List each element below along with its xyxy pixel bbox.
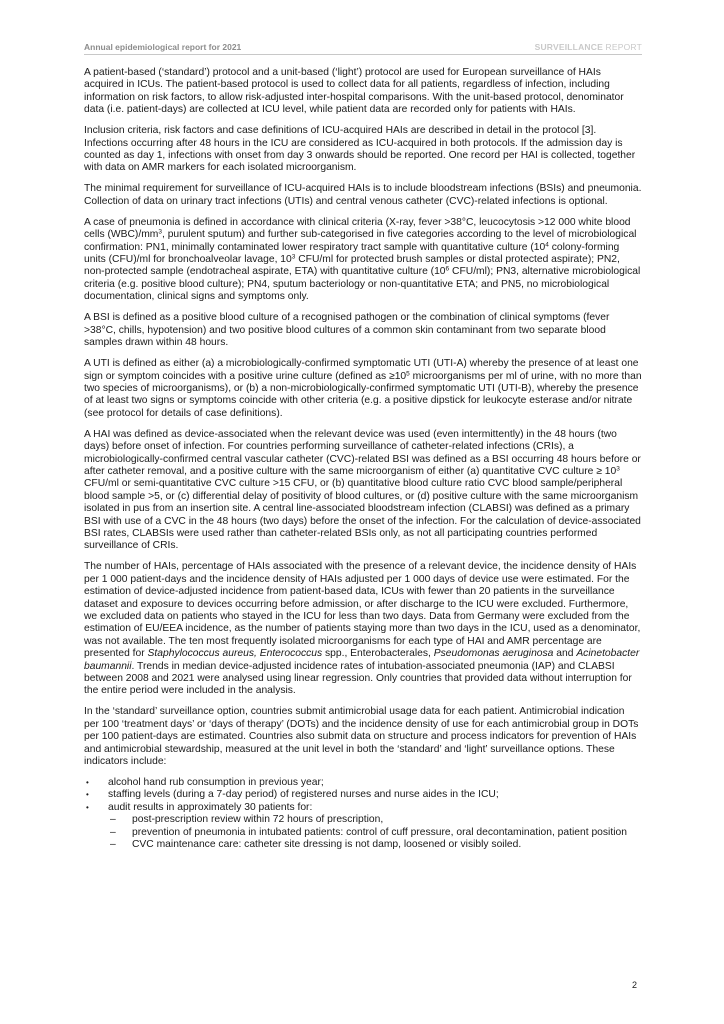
indicator-list xyxy=(84,777,642,851)
list-item-text: alcohol hand rub consumption in previous year; xyxy=(108,777,324,789)
sub-list-item: – prevention of pneumonia in intubated patients: control of cuff pressure, oral decontamination, patient position xyxy=(108,827,642,839)
list-item-text: audit results in approximately 30 patients for: xyxy=(108,801,313,813)
text-run: CFU/ml for protected brush samples or distal protected aspirate); PN2, non-protected sample (endotracheal aspirate, ETA) with quantitative culture (10 xyxy=(84,254,620,278)
text-run: CFU/ml); PN3, alternative microbiological criteria (e.g. positive blood culture); PN4, sputum bacteriology or non-quantitative ETA; and PN5, no microbiological documentation, clinical signs and symptoms only. xyxy=(84,266,641,303)
paragraph-inclusion-criteria: Inclusion criteria, risk factors and case definitions of ICU-acquired HAIs are described in detail in the protocol [3]. Infections occurring after 48 hours in the ICU are considered as ICU-acquired in both protocols. If the admission day is counted as day 1, infections with onset from day 3 onwards should be reported. One record per HAI is collected, together with data on AMR markers for each isolated microorganism. xyxy=(84,125,636,174)
text-run: and xyxy=(553,648,577,660)
organism-name: Pseudomonas aeruginosa xyxy=(433,648,554,660)
paragraph-device-associated xyxy=(84,429,642,553)
text-run: . Trends in median device-adjusted incidence rates of intubation-associated pneumonia (IAP) and CLABSI between 2008 and 2021 were analysed using linear regression. Only countries that provided data without interruption for the entire period were included in the analysis. xyxy=(84,660,632,697)
text-run: A HAI was defined as device-associated when the relevant device was used (even intermittently) in the 48 hours (two days) before onset of infection. For countries performing surveillance of catheter-related infections (CRIs), a microbiologically-confirmed central vascular catheter (CVC)-related BSI was defined as a BSI occurring 48 hours before or after catheter removal, and a positive culture with the same microorganism of either (a) quantitative CVC culture ≥ 10 xyxy=(84,428,641,477)
text-run: A case of pneumonia is defined in accordance with clinical criteria (X-ray, fever >38°C, leucocytosis >12 000 white blood cells (WBC)/mm xyxy=(84,216,631,241)
text-run: , purulent sputum) and further sub-categorised in five categories according to the level of microbiological confirmation: PN1, minimally contaminated lower respiratory tract sample with quantitative culture (10 xyxy=(84,229,637,253)
page-header xyxy=(84,40,642,55)
text-run: A UTI is defined as either (a) a microbiologically-confirmed symptomatic UTI (UTI-A) whereby the presence of at least one sign or symptom coincides with a positive urine culture (defined as ≥10 xyxy=(84,358,639,382)
paragraph-minimal-requirement: The minimal requirement for surveillance of ICU-acquired HAIs is to include bloodstream infections (BSIs) and pneumonia. Collection of data on urinary tract infections (UTIs) and central venous catheter (CVC)-related infections is optional. xyxy=(84,183,642,207)
paragraph-bsi-definition: A BSI is defined as a positive blood culture of a recognised pathogen or the combination of clinical symptoms (fever >38°C, chills, hypotension) and two positive blood cultures of a common skin contaminant from two separate blood samples drawn within 48 hours. xyxy=(84,312,610,349)
list-item xyxy=(84,777,642,789)
sub-list-item: – CVC maintenance care: catheter site dressing is not damp, loosened or visibly soiled. xyxy=(108,839,642,851)
page-number: 2 xyxy=(632,980,638,990)
text-run: The number of HAIs, percentage of HAIs associated with the presence of a relevant device, the incidence density of HAIs per 1 000 patient-days and the incidence density of HAIs adjusted per 1 000 days of device use were estimated. For the estimation of device-adjusted incidence from patient-based data, ICUs with fewer than 20 patients in the surveillance dataset and exposure to devices occurring before admission, or after discharge to the ICU were excluded. Furthermore, we excluded data on patients who stayed in the ICU for less than two days. Data from Germany were excluded from the estimation of EU/EEA incidence, as the number of patients staying more than two days in the ICU, used as a denominator, was not available. The ten most frequently isolated microorganisms for each type of HAI and AMR percentage are presented for xyxy=(84,561,641,660)
paragraph-pneumonia-definition xyxy=(84,217,642,304)
document-body xyxy=(84,67,642,852)
list-item-text: staffing levels (during a 7-day period) of registered nurses and nurse aides in the ICU; xyxy=(108,789,499,801)
list-item xyxy=(84,802,642,852)
text-run: colony-forming units (CFU)/ml for bronchoalveolar lavage, 10 xyxy=(84,241,620,266)
audit-sub-list xyxy=(108,814,642,851)
paragraph-protocols: A patient-based (‘standard’) protocol and a unit-based (‘light’) protocol are used for European surveillance of HAIs acquired in ICUs. The patient-based protocol is used to collect data for all patients, regardless of infection, including information on risk factors, to allow risk-adjusted inter-hospital comparisons. With the unit-based protocol, denominator data (i.e. patient-days) are collected at ICU level, while patient data are recorded only for patients with HAIs. xyxy=(84,67,624,116)
section-label xyxy=(535,42,642,52)
superscript: 3 xyxy=(158,228,162,236)
superscript: 5 xyxy=(406,370,410,377)
paragraph-incidence-estimation xyxy=(84,561,642,697)
list-item xyxy=(84,789,642,801)
sub-list-item: – post-prescription review within 72 hours of prescription, xyxy=(108,814,642,826)
organism-name: Staphylococcus aureus, Enterococcus xyxy=(147,648,323,660)
superscript: 6 xyxy=(445,265,450,273)
section-label-bold: SURVEILLANCE xyxy=(534,42,603,52)
superscript: 3 xyxy=(291,253,296,261)
text-run: spp., Enterobacterales, xyxy=(322,648,434,660)
section-label-light: REPORT xyxy=(602,42,642,52)
paragraph-uti-definition xyxy=(84,358,642,420)
text-run: microorganisms per ml of urine, with no more than two species of microorganisms), or (b) a non-microbiologically-confirmed symptomatic UTI (UTI-B), whereby the presence of at least two signs or symptoms coincide with other criteria (e.g. a positive dipstick for leukocyte esterase and/or nitrate (see protocol for details of case definitions). xyxy=(84,370,642,419)
text-run: CFU/ml or semi-quantitative CVC culture >15 CFU, or (b) quantitative blood culture ratio CVC blood sample/peripheral blood sample >5, or (c) differential delay of positivity of blood cultures, or (d) positive culture with the same microorganism isolated in pus from an insertion site. A central line-associated bloodstream infection (CLABSI) was defined as a primary BSI with use of a CVC in the 48 hours (two days) before the onset of the infection. For the calculation of device-associated BSI rates, CLABSIs were used rather than catheter-related BSIs only, as not all participating countries performed surveillance of CRIs. xyxy=(84,478,641,552)
paragraph-antimicrobial-usage: In the ‘standard’ surveillance option, countries submit antimicrobial usage data for each patient. Antimicrobial indication per 100 ‘treatment days’ or ‘days of therapy’ (DOTs) and the incidence density of use for each antimicrobial group in DOTs per 100 patient-days are estimated. Countries also submit data on structure and process indicators for prevention of HAIs and antimicrobial stewardship, measured at the unit level in both the ‘standard’ and ‘light’ surveillance options. These indicators include: xyxy=(84,706,639,768)
organism-name: Acinetobacter baumannii xyxy=(84,648,640,672)
superscript: 4 xyxy=(545,241,549,249)
superscript: 3 xyxy=(616,465,620,473)
report-title: Annual epidemiological report for 2021 xyxy=(84,42,242,52)
